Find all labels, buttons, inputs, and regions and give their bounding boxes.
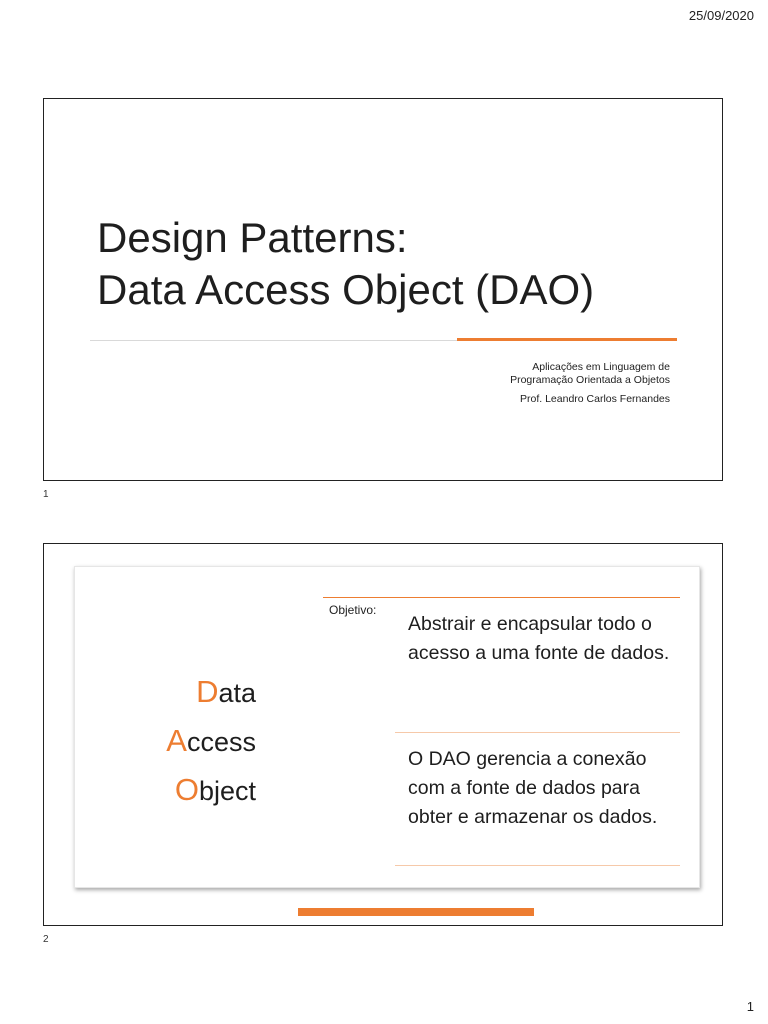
slide-2: [43, 543, 723, 926]
slide-subtitle: [510, 361, 670, 406]
dao-letter-a: A: [166, 723, 187, 758]
dao-word-data: [166, 668, 256, 717]
dao-word-access: [166, 717, 256, 766]
card-accent-bar: [298, 908, 534, 916]
slide-title-line-1: Design Patterns:: [97, 214, 408, 261]
card-top-divider: [323, 597, 680, 598]
slide-number-2: 2: [43, 934, 49, 945]
slide-number-1: 1: [43, 489, 49, 500]
paragraph-divider: [395, 732, 680, 733]
author-name: Prof. Leandro Carlos Fernandes: [520, 393, 670, 405]
dao-letter-d: D: [196, 674, 219, 709]
course-name-line-1: Aplicações em Linguagem de: [532, 361, 670, 373]
content-card: [74, 566, 700, 888]
dao-acronym: [166, 668, 256, 815]
objetivo-label: Objetivo:: [329, 603, 377, 617]
course-name-line-2: Programação Orientada a Objetos: [510, 374, 670, 386]
dao-rest-data: ata: [218, 678, 256, 708]
dao-word-object: [166, 766, 256, 815]
title-accent-bar: [457, 338, 677, 341]
objective-paragraph-1: Abstrair e encapsular todo o acesso a uma fonte de dados.: [408, 613, 670, 664]
dao-rest-access: ccess: [186, 727, 256, 757]
dao-rest-object: bject: [198, 776, 256, 806]
page-date: 25/09/2020: [688, 8, 754, 23]
dao-letter-o: O: [174, 772, 199, 807]
page-number: 1: [746, 999, 754, 1014]
slide-title-line-2: Data Access Object (DAO): [97, 266, 595, 313]
slide-1: [43, 98, 723, 481]
objective-paragraph-2: O DAO gerencia a conexão com a fonte de dados para obter e armazenar os dados.: [408, 748, 658, 828]
card-bottom-divider: [395, 865, 680, 866]
slide-title: [97, 212, 594, 316]
